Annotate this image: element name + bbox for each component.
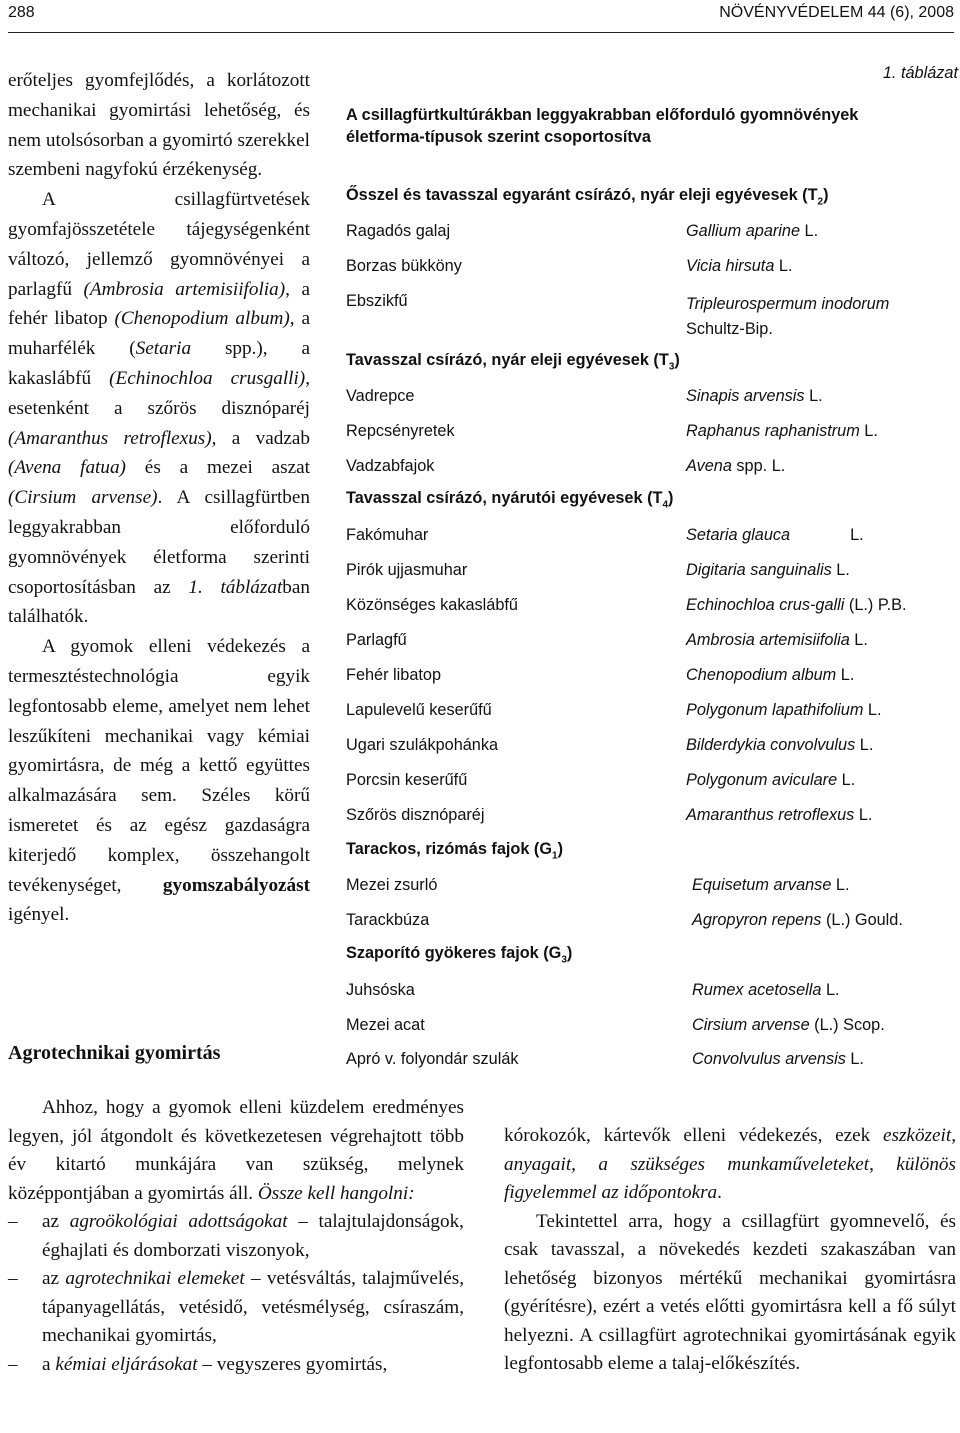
table-row: Pirók ujjasmuhar Digitaria sanguinalis L. (346, 561, 850, 579)
table-row: Mezei zsurló Equisetum arvanse L. (346, 876, 850, 894)
bottom-right-column (504, 1122, 956, 1379)
bottom-left-column (8, 1094, 464, 1379)
table-group-heading: Szaporító gyökeres fajok $(G_3)$ (346, 944, 573, 966)
page-header (8, 4, 954, 28)
table-row: Mezei acat Cirsium arvense (L.) Scop. (346, 1016, 885, 1034)
table-row: Porcsin keserűfű Polygonum aviculare L. (346, 771, 856, 789)
table-row: Juhsóska Rumex acetosella L. (346, 981, 840, 999)
table-row: Parlagfű Ambrosia artemisiifolia L. (346, 631, 868, 649)
page-number: 288 (8, 4, 35, 21)
table-group-heading: Ősszel és tavasszal egyaránt csírázó, nyár eleji egyévesek $(T_2)$ (346, 186, 829, 208)
table-row: Fakómuhar Setaria glauca L. (346, 526, 864, 544)
table-row: Lapulevelű keserűfű Polygonum lapathifolium L. (346, 701, 882, 719)
table-row: Ragadós galaj Gallium aparine L. (346, 222, 819, 240)
journal-reference: NÖVÉNYVÉDELEM 44 (6), 2008 (719, 4, 954, 21)
table-group-heading: Tavasszal csírázó, nyárutói egyévesek $(T_4)$ (346, 489, 674, 511)
paragraph-soil-preparation: Tekintettel arra, hogy a csillagfürt gyomnevelő, és csak tavasszal, a növekedés kezdeti szakaszában van lehetőség bizonyos mértékű mechanikai gyomirtásra (gyérítésre), ezért a vetés előtti gyomirtásra kell a fő súlyt helyezni. A csillagfürt agrotechnikai gyomirtásának egyik legfontosabb eleme a talaj-előkészítés. (504, 1210, 956, 1374)
section-heading: Agrotechnikai gyomirtás (8, 1042, 221, 1064)
table-row: Vadzabfajok Avena spp. L. (346, 457, 786, 475)
table-label: 1. táblázat (882, 64, 958, 82)
left-column (8, 66, 310, 930)
table-row: Vadrepce Sinapis arvensis L. (346, 387, 823, 405)
table-row: Apró v. folyondár szulák Convolvulus arvensis L. (346, 1050, 864, 1068)
table-row: Borzas bükköny Vicia hirsuta L. (346, 257, 793, 275)
table-row: Ebszikfű Tripleurospermum inodorum Schultz-Bip. (346, 292, 890, 338)
table-row: Ugari szulákpohánka Bilderdykia convolvulus L. (346, 736, 874, 754)
paragraph-intro-continued: erőteljes gyomfejlődés, a korlátozott mechanikai gyomirtási lehetőség, és nem utolsósorban a gyomirtó szerekkel szembeni nagyfokú érzékenység. (8, 70, 310, 181)
table-row: Szőrös disznóparéj Amaranthus retroflexus L. (346, 806, 873, 824)
table-group-heading: Tavasszal csírázó, nyár eleji egyévesek $(T_3)$ (346, 351, 680, 373)
table-row: Közönséges kakaslábfű Echinochloa crus-galli (L.) P.B. (346, 596, 907, 614)
header-divider (8, 32, 954, 33)
table-group-heading: Tarackos, rizómás fajok $(G_1)$ (346, 840, 563, 862)
paragraph-weed-composition: A csillagfürtvetések gyomfajösszetétele tájegységenként változó, jellemző gyomnövényei a parlagfű (Ambrosia artemisiifolia), a fehér libatop (Chenopodium album), a muharfélék (Setaria spp.), a kakaslábfű (Echinochloa crusgalli), esetenként a szőrös disznóparéj (Amaranthus retroflexus), a vadzab (Avena fatua) és a mezei aszat (Cirsium arvense). A csillagfürtben leggyakrabban előforduló gyomnövények életforma szerinti csoportosításban az 1. táblázatban találhatók. (8, 189, 311, 628)
table-row: Fehér libatop Chenopodium album L. (346, 666, 855, 684)
paragraph-weed-control: A gyomok elleni védekezés a termesztéstechnológia egyik legfontosabb eleme, amelyet nem lehet leszűkíteni mechanikai vagy kémiai gyomirtásra, de még a kettő együttes alkalmazására sem. Széles körű ismeretet és az egész gazdaságra kiterjedő komplex, összehangolt tevékenységet, gyomszabályozást igényel. (8, 636, 310, 926)
table-row: Tarackbúza Agropyron repens (L.) Gould. (346, 911, 903, 929)
list-item: – az agrotechnikai elemeket – vetésváltás, talajművelés, tápanyagellátás, vetésidő, vetésmélység, csíraszám, mechanikai gyomirtás, (8, 1265, 464, 1351)
list-item: – az agroökológiai adottságokat – talajtulajdonságok, éghajlati és domborzati viszonyok, (8, 1208, 464, 1265)
table-row: Repcsényretek Raphanus raphanistrum L. (346, 422, 878, 440)
paragraph-list-continued: kórokozók, kártevők elleni védekezés, ezek eszközeit, anyagait, a szükséges munkaműveleteket, különös figyelemmel az időpontokra. (504, 1125, 956, 1203)
table-title: A csillagfürtkultúrákban leggyakrabban előforduló gyomnövények életforma-típusok szerint csoportosítva (346, 106, 859, 146)
list-item: – a kémiai eljárásokat – vegyszeres gyomirtás, (8, 1351, 464, 1380)
paragraph-agrotechnical: Ahhoz, hogy a gyomok elleni küzdelem eredményes legyen, jól átgondolt és következetesen végrehajtott több év kitartó munkájára van szükség, melynek középpontjában a gyomirtás áll. Össze kell hangolni: (8, 1097, 464, 1204)
